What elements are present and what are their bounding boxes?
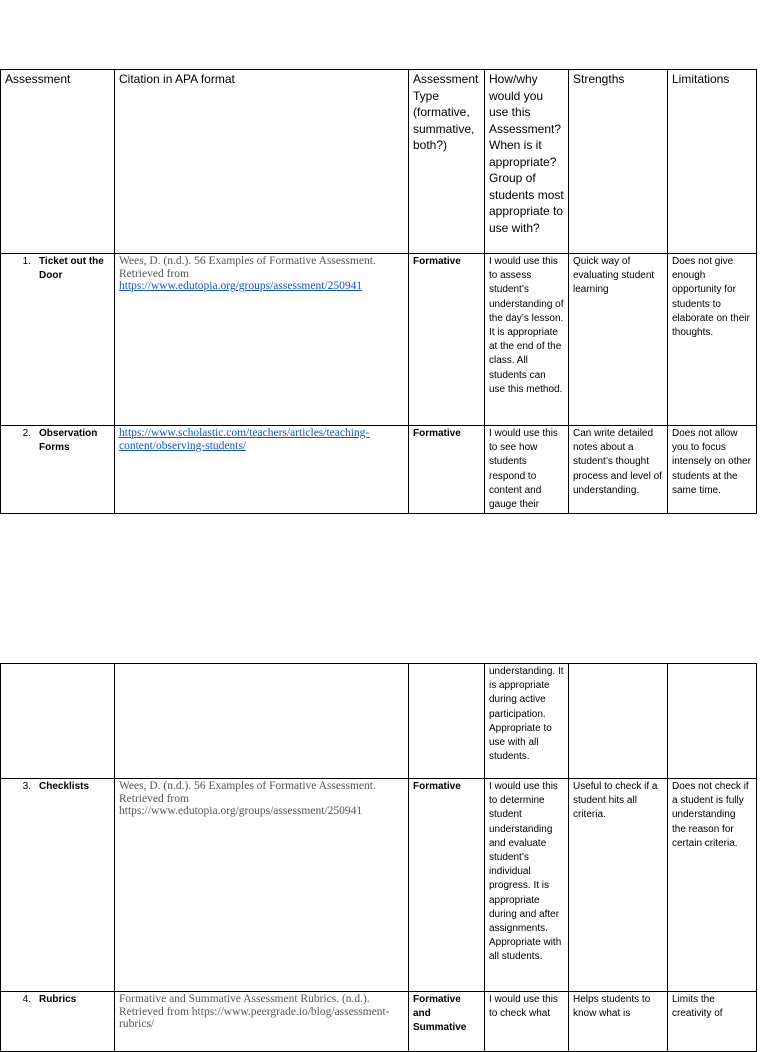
assessment-name: Ticket out the Door	[39, 256, 104, 282]
limitations-cell: Does not allow you to focus intensely on other students at the same time.	[668, 426, 757, 514]
assessment-name: Rubrics	[39, 994, 77, 1005]
row-number: 4.	[22, 994, 31, 1005]
assessment-name: Observation Forms	[39, 428, 98, 454]
citation-link[interactable]: https://www.scholastic.com/teachers/articles/teaching-content/observing-students/	[119, 427, 370, 452]
citation-text: Wees, D. (n.d.). 56 Examples of Formative Assessment. Retrieved from	[119, 255, 376, 280]
limitations-cell: Does not check if a student is fully understanding the reason for certain criteria.	[668, 779, 757, 992]
row-number: 3.	[22, 781, 31, 792]
type-cell: Formative	[409, 254, 485, 426]
assessment-cell	[1, 426, 115, 514]
table-row	[1, 779, 757, 992]
how-why-cell: understanding. It is appropriate during active participation. Appropriate to use with all students.	[485, 664, 569, 779]
how-why-cell: I would use this to assess student’s understanding of the day’s lesson. It is appropriate at the end of the class. All students can use this method.	[485, 254, 569, 426]
assessment-table-page-2	[0, 663, 757, 1052]
header-how-why: How/why would you use this Assessment? When is it appropriate? Group of students most appropriate to use with?	[485, 70, 569, 254]
citation-cell	[115, 992, 409, 1052]
header-citation: Citation in APA format	[115, 70, 409, 254]
type-cell: Formative and Summative	[409, 992, 485, 1052]
limitations-cell: Does not give enough opportunity for students to elaborate on their thoughts.	[668, 254, 757, 426]
strengths-cell: Useful to check if a student hits all criteria.	[569, 779, 668, 992]
table-row	[1, 426, 757, 514]
how-why-cell: I would use this to determine student understanding and evaluate student’s individual progress. It is appropriate during and after assignments. Appropriate with all students.	[485, 779, 569, 992]
how-why-cell: I would use this to check what	[485, 992, 569, 1052]
citation-cell	[115, 779, 409, 992]
citation-link[interactable]: https://www.edutopia.org/groups/assessment/250941	[119, 280, 363, 292]
type-cell: Formative	[409, 426, 485, 514]
header-row	[1, 70, 757, 254]
citation-cell	[115, 426, 409, 514]
type-cell	[409, 664, 485, 779]
row-number: 1.	[22, 256, 31, 267]
citation-cell	[115, 664, 409, 779]
citation-text: Wees, D. (n.d.). 56 Examples of Formative Assessment. Retrieved from https://www.edutopia.org/groups/assessment/250941	[119, 780, 376, 817]
table-row-continued	[1, 664, 757, 779]
limitations-cell	[668, 664, 757, 779]
assessment-cell	[1, 779, 115, 992]
assessment-cell	[1, 254, 115, 426]
how-why-cell: I would use this to see how students respond to content and gauge their	[485, 426, 569, 514]
header-type: Assessment Type (formative, summative, both?)	[409, 70, 485, 254]
table-row	[1, 254, 757, 426]
row-number: 2.	[22, 428, 31, 439]
type-cell: Formative	[409, 779, 485, 992]
strengths-cell: Can write detailed notes about a student’s thought process and level of understanding.	[569, 426, 668, 514]
limitations-cell: Limits the creativity of	[668, 992, 757, 1052]
assessment-name: Checklists	[39, 781, 90, 792]
header-assessment: Assessment	[1, 70, 115, 254]
citation-cell	[115, 254, 409, 426]
citation-text: Formative and Summative Assessment Rubrics. (n.d.). Retrieved from https://www.peergrade.io/blog/assessment-rubrics/	[119, 993, 390, 1030]
table-row	[1, 992, 757, 1052]
assessment-cell	[1, 664, 115, 779]
strengths-cell: Helps students to know what is	[569, 992, 668, 1052]
strengths-cell	[569, 664, 668, 779]
header-strengths: Strengths	[569, 70, 668, 254]
assessment-cell	[1, 992, 115, 1052]
header-limitations: Limitations	[668, 70, 757, 254]
strengths-cell: Quick way of evaluating student learning	[569, 254, 668, 426]
assessment-table-page-1	[0, 69, 757, 514]
